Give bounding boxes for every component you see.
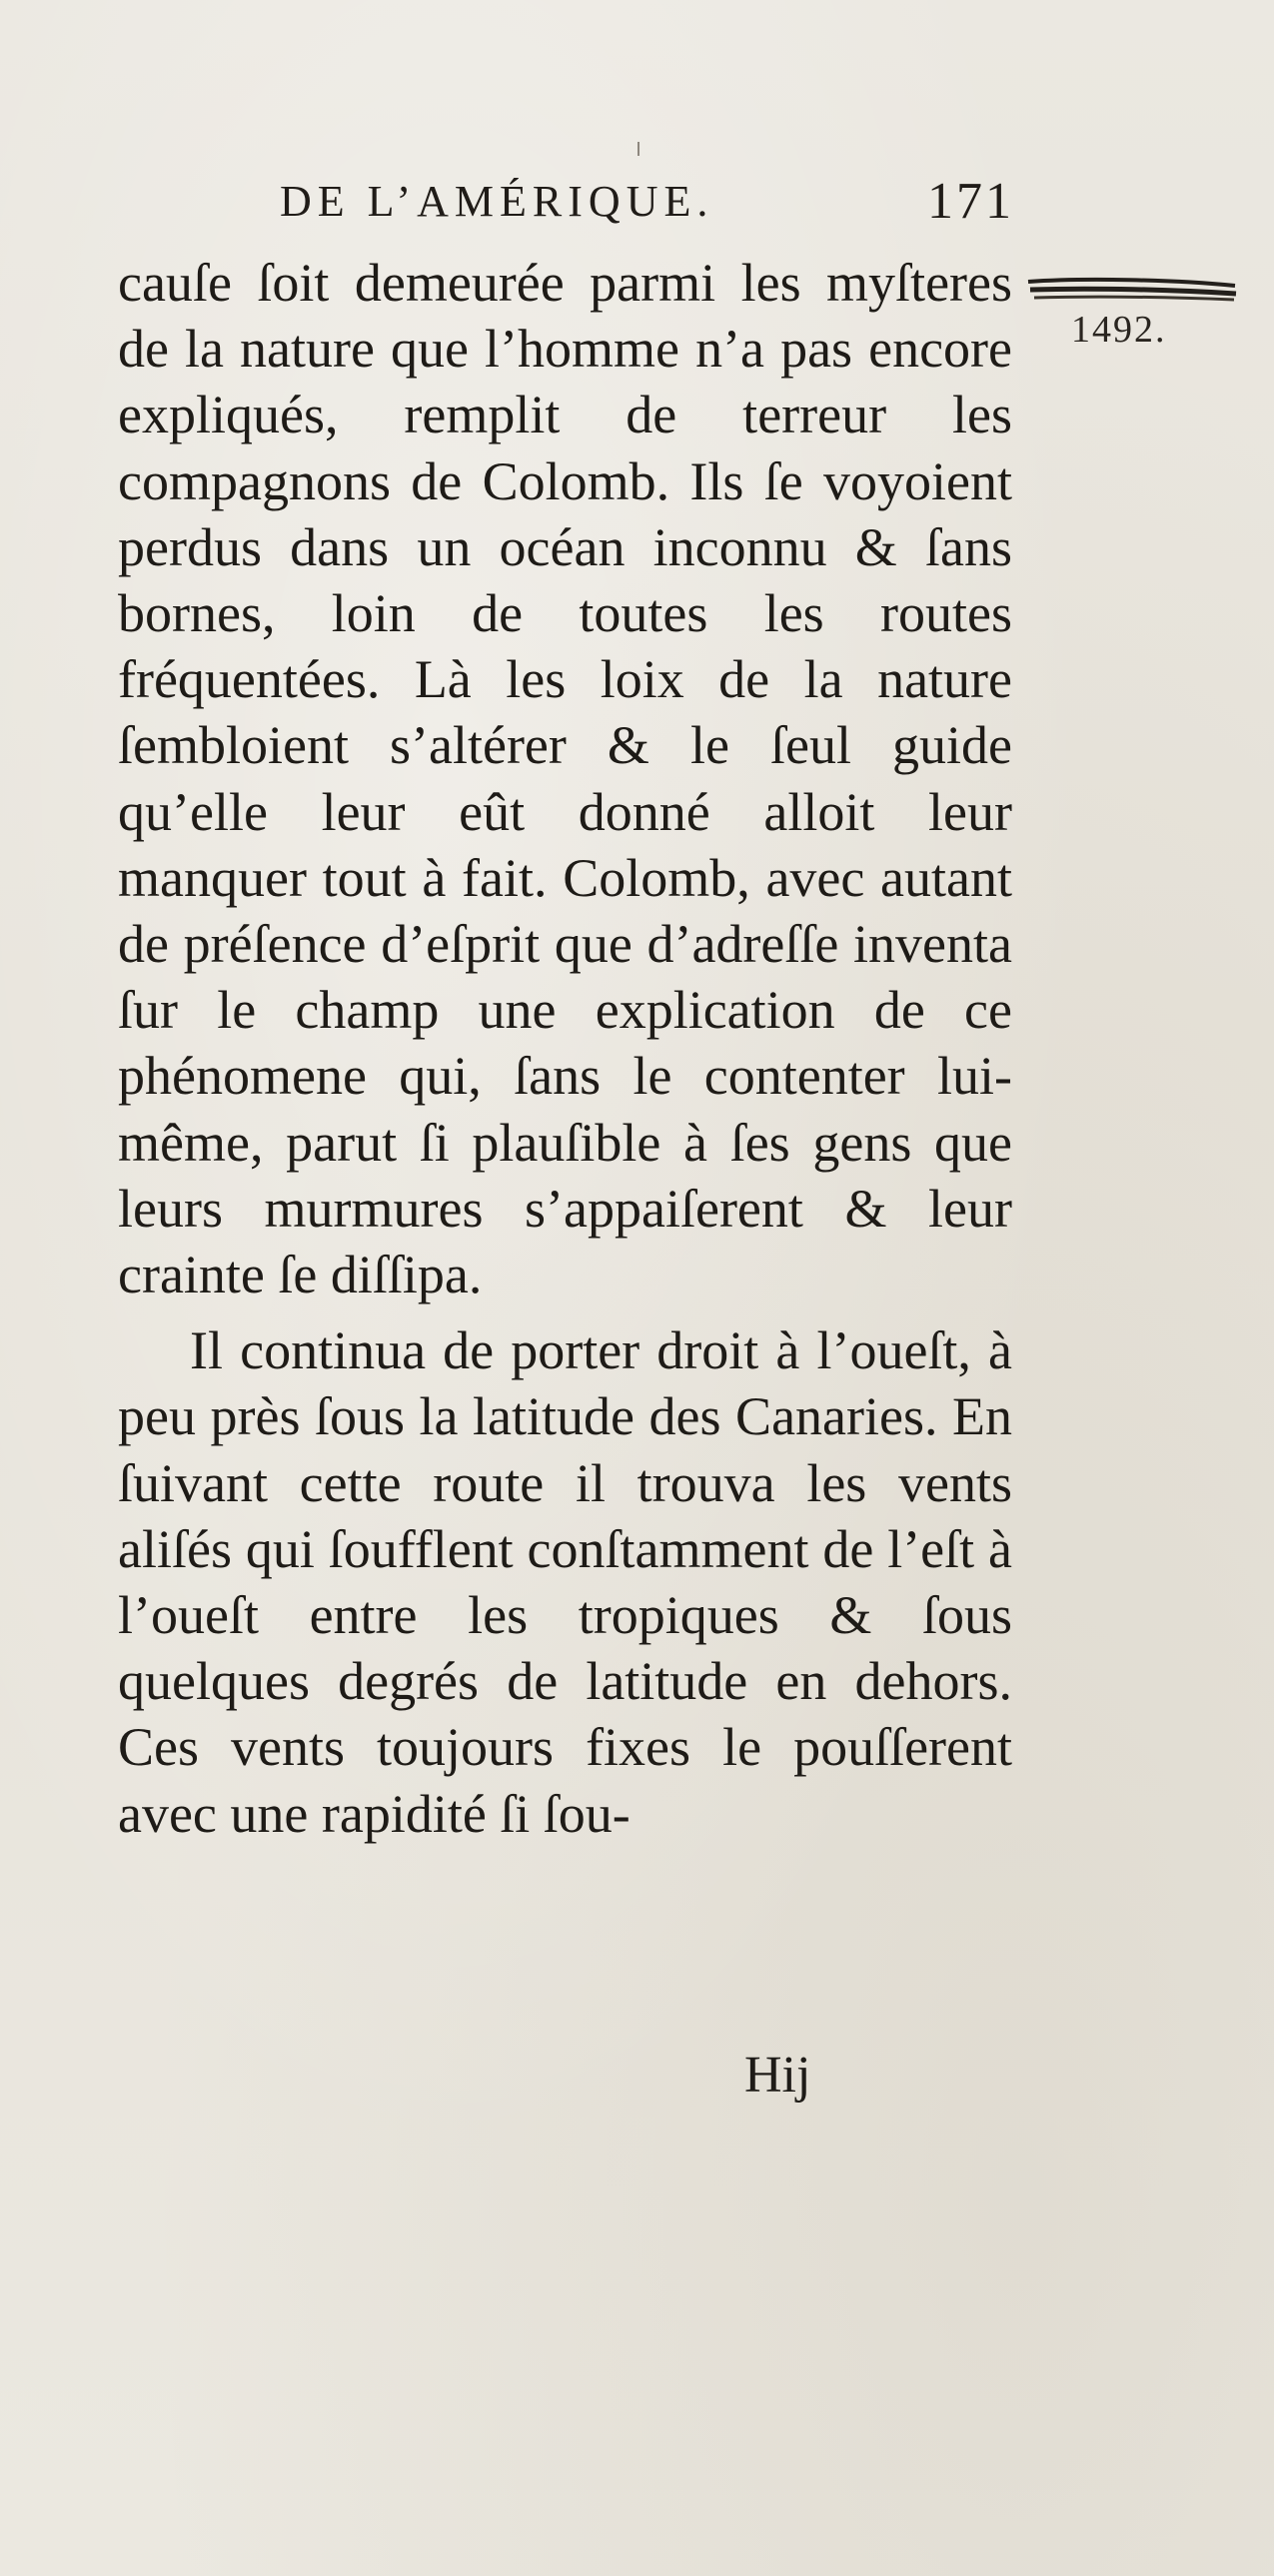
- text-body: [118, 250, 1012, 1847]
- margin-year: 1492.: [1071, 309, 1167, 351]
- margin-rule: [1024, 272, 1239, 306]
- paragraph-1: cauſe ſoit demeurée parmi les myſteres de la nature que l’homme n’a pas encore expliqués, remplit de terreur les compagnons de Colomb. Ils ſe voyoient perdus dans un océan inconnu & ſans bornes, loin de toutes les routes fréquentées. Là les loix de la nature ſembloient s’altérer & le ſeul guide qu’elle leur eût donné alloit leur manquer tout à fait. Colomb, avec autant de préſence d’eſprit que d’adreſſe inventa ſur le champ une explication de ce phénomene qui, ſans le contenter lui-même, parut ſi plauſible à ſes gens que leurs murmures s’appaiſerent & leur crainte ſe diſſipa.: [118, 253, 1012, 1305]
- signature-mark: Hij: [744, 2047, 811, 2104]
- paragraph-2: Il continua de porter droit à l’oueſt, à peu près ſous la latitude des Canaries. En ſuivant cette route il trouva les vents aliſés qui ſoufflent conſtamment de l’eſt à l’oueſt entre les tropiques & ſous quelques degrés de latitude en dehors. Ces vents toujours fixes le pouſſerent avec une rapidité ſi ſou-: [118, 1320, 1012, 1844]
- running-title: DE L’AMÉRIQUE.: [280, 177, 714, 226]
- running-head: [240, 168, 1014, 238]
- page-mark: [637, 142, 639, 156]
- page-number: 171: [927, 173, 1014, 230]
